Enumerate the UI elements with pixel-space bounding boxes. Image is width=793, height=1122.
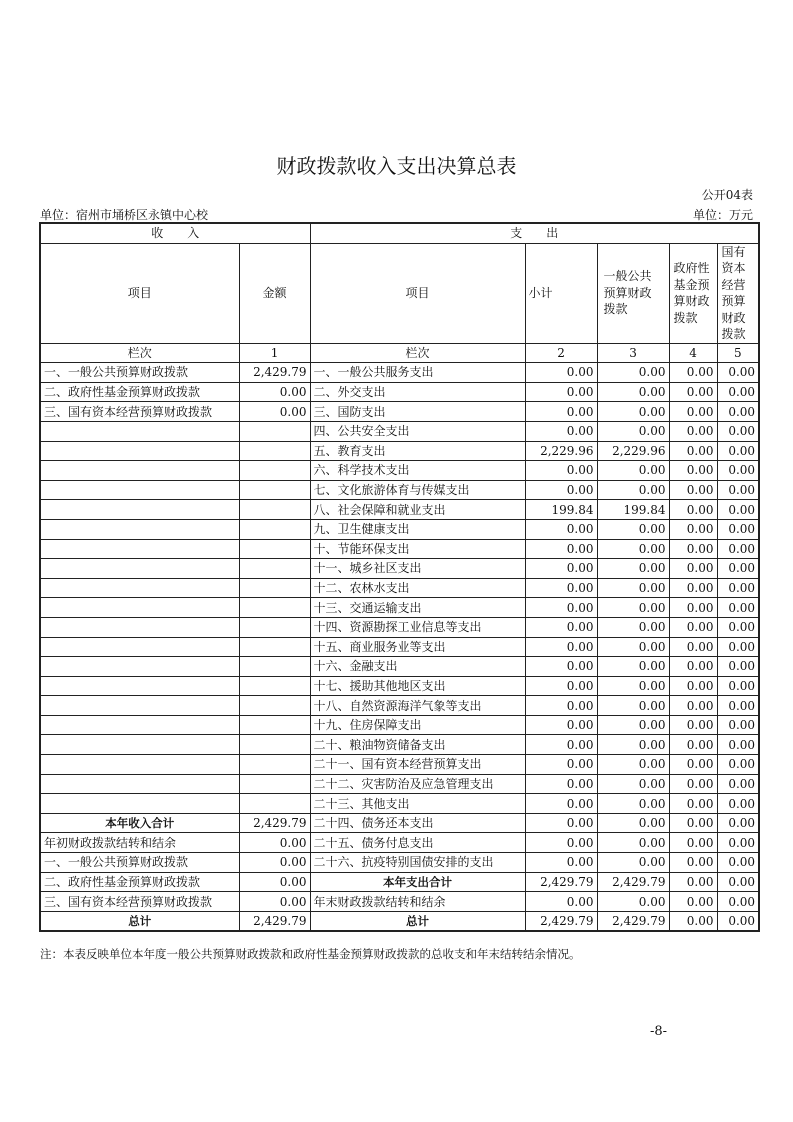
table-row [40, 441, 759, 461]
income-item-cell: 总计 [40, 911, 239, 931]
general-budget-cell: 0.00 [597, 735, 669, 755]
general-budget-cell: 0.00 [597, 637, 669, 657]
general-budget-cell: 0.00 [597, 676, 669, 696]
state-capital-cell: 0.00 [717, 911, 759, 931]
state-capital-cell: 0.00 [717, 892, 759, 912]
income-item-cell [40, 657, 239, 677]
gov-fund-cell: 0.00 [669, 774, 717, 794]
state-capital-cell: 0.00 [717, 617, 759, 637]
gov-fund-cell: 0.00 [669, 421, 717, 441]
expense-item-cell: 九、卫生健康支出 [310, 519, 525, 539]
expense-item-cell: 十四、资源勘探工业信息等支出 [310, 617, 525, 637]
general-budget-cell: 0.00 [597, 421, 669, 441]
state-capital-cell: 0.00 [717, 598, 759, 618]
state-capital-cell: 0.00 [717, 637, 759, 657]
table-row [40, 598, 759, 618]
state-capital-cell: 0.00 [717, 480, 759, 500]
expense-item-cell: 十一、城乡社区支出 [310, 559, 525, 579]
income-amount-cell [239, 598, 310, 618]
income-amount-cell: 0.00 [239, 382, 310, 402]
gov-fund-cell: 0.00 [669, 794, 717, 814]
gov-fund-cell: 0.00 [669, 598, 717, 618]
gov-fund-cell: 0.00 [669, 559, 717, 579]
expense-item-cell: 二十一、国有资本经营预算支出 [310, 755, 525, 775]
col-index-3: 3 [597, 343, 669, 363]
expense-item-cell: 十五、商业服务业等支出 [310, 637, 525, 657]
subtotal-cell: 0.00 [525, 755, 597, 775]
table-row [40, 637, 759, 657]
general-budget-cell: 0.00 [597, 755, 669, 775]
subtotal-cell: 0.00 [525, 617, 597, 637]
income-item-cell [40, 637, 239, 657]
expense-item-cell: 六、科学技术支出 [310, 461, 525, 481]
income-amount-cell [239, 441, 310, 461]
general-budget-cell: 2,429.79 [597, 911, 669, 931]
income-item-cell [40, 559, 239, 579]
state-capital-cell: 0.00 [717, 500, 759, 520]
expense-item-cell: 四、公共安全支出 [310, 421, 525, 441]
gov-fund-cell: 0.00 [669, 363, 717, 383]
subtotal-cell: 0.00 [525, 833, 597, 853]
income-item-cell [40, 480, 239, 500]
subtotal-cell: 0.00 [525, 421, 597, 441]
state-capital-cell: 0.00 [717, 461, 759, 481]
table-row [40, 872, 759, 892]
form-number: 公开04表 [701, 188, 753, 202]
expense-item-cell: 十七、援助其他地区支出 [310, 676, 525, 696]
subtotal-cell: 2,429.79 [525, 911, 597, 931]
table-note: 注：本表反映单位本年度一般公共预算财政拨款和政府性基金预算财政拨款的总收支和年末结转结余情况。 [40, 947, 581, 961]
state-capital-cell: 0.00 [717, 539, 759, 559]
general-budget-cell: 0.00 [597, 578, 669, 598]
expense-item-cell: 二十五、债务付息支出 [310, 833, 525, 853]
income-item-cell [40, 755, 239, 775]
subtotal-cell: 199.84 [525, 500, 597, 520]
gov-fund-cell: 0.00 [669, 872, 717, 892]
table-row [40, 755, 759, 775]
general-budget-cell: 199.84 [597, 500, 669, 520]
table-row [40, 578, 759, 598]
gov-fund-cell: 0.00 [669, 441, 717, 461]
income-item-cell: 本年收入合计 [40, 813, 239, 833]
income-item-cell [40, 578, 239, 598]
subtotal-header: 小计 [525, 243, 597, 343]
income-amount-cell [239, 578, 310, 598]
gov-fund-cell: 0.00 [669, 578, 717, 598]
income-amount-cell [239, 735, 310, 755]
state-capital-cell: 0.00 [717, 676, 759, 696]
row-index-label: 栏次 [40, 343, 239, 363]
gov-fund-cell: 0.00 [669, 539, 717, 559]
gov-fund-cell: 0.00 [669, 676, 717, 696]
income-amount-header: 金额 [239, 243, 310, 343]
income-amount-cell [239, 539, 310, 559]
income-amount-cell [239, 421, 310, 441]
general-budget-cell: 0.00 [597, 480, 669, 500]
state-capital-cell: 0.00 [717, 715, 759, 735]
subtotal-cell: 0.00 [525, 853, 597, 873]
page-title: 财政拨款收入支出决算总表 [276, 154, 517, 178]
income-group-header: 收 入 [40, 223, 310, 243]
gov-fund-cell: 0.00 [669, 657, 717, 677]
group-header-row [40, 223, 759, 243]
income-item-header: 项目 [40, 243, 239, 343]
gov-fund-cell: 0.00 [669, 735, 717, 755]
general-budget-cell: 2,229.96 [597, 441, 669, 461]
subtotal-cell: 0.00 [525, 657, 597, 677]
table-row [40, 911, 759, 931]
expense-item-cell: 十六、金融支出 [310, 657, 525, 677]
general-budget-cell: 0.00 [597, 853, 669, 873]
income-item-cell: 二、政府性基金预算财政拨款 [40, 382, 239, 402]
table-row [40, 559, 759, 579]
general-budget-cell: 0.00 [597, 363, 669, 383]
gov-fund-cell: 0.00 [669, 617, 717, 637]
state-capital-cell: 0.00 [717, 402, 759, 422]
income-amount-cell: 0.00 [239, 853, 310, 873]
expense-item-cell: 三、国防支出 [310, 402, 525, 422]
table-row [40, 382, 759, 402]
expense-item-cell: 一、一般公共服务支出 [310, 363, 525, 383]
income-amount-cell [239, 617, 310, 637]
income-amount-cell [239, 519, 310, 539]
row-index-label-2: 栏次 [310, 343, 525, 363]
expense-item-cell: 二十二、灾害防治及应急管理支出 [310, 774, 525, 794]
gov-fund-cell: 0.00 [669, 853, 717, 873]
subtotal-cell: 0.00 [525, 794, 597, 814]
expense-item-cell: 八、社会保障和就业支出 [310, 500, 525, 520]
table-row [40, 696, 759, 716]
gov-fund-cell: 0.00 [669, 500, 717, 520]
income-item-cell [40, 461, 239, 481]
expense-item-cell: 十九、住房保障支出 [310, 715, 525, 735]
income-item-cell: 三、国有资本经营预算财政拨款 [40, 402, 239, 422]
income-amount-cell [239, 755, 310, 775]
gov-fund-cell: 0.00 [669, 755, 717, 775]
expense-item-cell: 十三、交通运输支出 [310, 598, 525, 618]
income-item-cell [40, 676, 239, 696]
column-header-row [40, 243, 759, 343]
gov-fund-cell: 0.00 [669, 813, 717, 833]
state-capital-cell: 0.00 [717, 559, 759, 579]
subtotal-cell: 0.00 [525, 735, 597, 755]
subtotal-cell: 0.00 [525, 363, 597, 383]
income-item-cell [40, 774, 239, 794]
subtotal-cell: 0.00 [525, 813, 597, 833]
income-item-cell [40, 500, 239, 520]
income-item-cell [40, 598, 239, 618]
general-budget-cell: 0.00 [597, 696, 669, 716]
subtotal-cell: 0.00 [525, 696, 597, 716]
col-index-2: 2 [525, 343, 597, 363]
income-item-cell [40, 715, 239, 735]
income-item-cell [40, 617, 239, 637]
expense-item-cell: 二十六、抗疫特别国债安排的支出 [310, 853, 525, 873]
col-index-5: 5 [717, 343, 759, 363]
state-capital-cell: 0.00 [717, 382, 759, 402]
subtotal-cell: 0.00 [525, 519, 597, 539]
state-capital-cell: 0.00 [717, 441, 759, 461]
subtotal-cell: 0.00 [525, 539, 597, 559]
income-item-cell [40, 794, 239, 814]
expense-item-cell: 二十四、债务还本支出 [310, 813, 525, 833]
subtotal-cell: 0.00 [525, 774, 597, 794]
general-budget-cell: 0.00 [597, 382, 669, 402]
table-row [40, 519, 759, 539]
income-item-cell [40, 441, 239, 461]
general-budget-cell: 0.00 [597, 402, 669, 422]
state-capital-cell: 0.00 [717, 813, 759, 833]
income-amount-cell [239, 794, 310, 814]
gov-fund-cell: 0.00 [669, 911, 717, 931]
gov-fund-cell: 0.00 [669, 480, 717, 500]
table-row [40, 617, 759, 637]
income-amount-cell [239, 657, 310, 677]
table-row [40, 480, 759, 500]
general-budget-cell: 0.00 [597, 892, 669, 912]
state-capital-cell: 0.00 [717, 421, 759, 441]
state-capital-cell: 0.00 [717, 578, 759, 598]
expense-item-cell: 二、外交支出 [310, 382, 525, 402]
table-row [40, 892, 759, 912]
income-amount-cell: 2,429.79 [239, 813, 310, 833]
gov-fund-cell: 0.00 [669, 637, 717, 657]
gov-fund-cell: 0.00 [669, 402, 717, 422]
general-budget-cell: 0.00 [597, 539, 669, 559]
subtotal-cell: 0.00 [525, 480, 597, 500]
state-capital-header: 国有资本经营预算财政拨款 [717, 243, 759, 343]
state-capital-cell: 0.00 [717, 363, 759, 383]
state-capital-cell: 0.00 [717, 696, 759, 716]
income-amount-cell [239, 500, 310, 520]
subtotal-cell: 0.00 [525, 578, 597, 598]
state-capital-cell: 0.00 [717, 853, 759, 873]
general-budget-cell: 0.00 [597, 715, 669, 735]
gov-fund-cell: 0.00 [669, 382, 717, 402]
expense-item-cell: 本年支出合计 [310, 872, 525, 892]
gov-fund-cell: 0.00 [669, 696, 717, 716]
income-amount-cell [239, 676, 310, 696]
income-amount-cell [239, 559, 310, 579]
income-item-cell [40, 421, 239, 441]
table-row [40, 735, 759, 755]
gov-fund-cell: 0.00 [669, 461, 717, 481]
state-capital-cell: 0.00 [717, 774, 759, 794]
state-capital-cell: 0.00 [717, 657, 759, 677]
income-item-cell: 二、政府性基金预算财政拨款 [40, 872, 239, 892]
income-item-cell: 三、国有资本经营预算财政拨款 [40, 892, 239, 912]
income-item-cell [40, 539, 239, 559]
income-amount-cell: 0.00 [239, 402, 310, 422]
general-budget-cell: 0.00 [597, 617, 669, 637]
general-budget-cell: 2,429.79 [597, 872, 669, 892]
gov-fund-cell: 0.00 [669, 715, 717, 735]
general-budget-cell: 0.00 [597, 833, 669, 853]
subtotal-cell: 0.00 [525, 676, 597, 696]
income-item-cell [40, 519, 239, 539]
general-budget-cell: 0.00 [597, 598, 669, 618]
expense-item-cell: 二十、粮油物资储备支出 [310, 735, 525, 755]
expense-item-cell: 十八、自然资源海洋气象等支出 [310, 696, 525, 716]
income-item-cell [40, 735, 239, 755]
subtotal-cell: 0.00 [525, 892, 597, 912]
income-amount-cell: 2,429.79 [239, 363, 310, 383]
col-index-1: 1 [239, 343, 310, 363]
general-budget-header: 一般公共预算财政拨款 [597, 243, 669, 343]
subtotal-cell: 0.00 [525, 559, 597, 579]
expense-item-header: 项目 [310, 243, 525, 343]
income-amount-cell [239, 696, 310, 716]
state-capital-cell: 0.00 [717, 519, 759, 539]
general-budget-cell: 0.00 [597, 794, 669, 814]
state-capital-cell: 0.00 [717, 755, 759, 775]
organization-unit: 单位：宿州市埇桥区永镇中心校 [40, 208, 209, 222]
table-row [40, 774, 759, 794]
state-capital-cell: 0.00 [717, 794, 759, 814]
income-amount-cell [239, 480, 310, 500]
expense-group-header: 支 出 [310, 223, 759, 243]
gov-fund-header: 政府性基金预算财政拨款 [669, 243, 717, 343]
column-index-row [40, 343, 759, 363]
subtotal-cell: 0.00 [525, 402, 597, 422]
col-index-4: 4 [669, 343, 717, 363]
income-amount-cell [239, 715, 310, 735]
table-row [40, 794, 759, 814]
expense-item-cell: 年末财政拨款结转和结余 [310, 892, 525, 912]
income-amount-cell: 2,429.79 [239, 911, 310, 931]
table-row [40, 676, 759, 696]
state-capital-cell: 0.00 [717, 735, 759, 755]
expense-item-cell: 十、节能环保支出 [310, 539, 525, 559]
general-budget-cell: 0.00 [597, 559, 669, 579]
expense-item-cell: 七、文化旅游体育与传媒支出 [310, 480, 525, 500]
currency-unit: 单位：万元 [692, 208, 753, 222]
subtotal-cell: 0.00 [525, 382, 597, 402]
expense-item-cell: 总计 [310, 911, 525, 931]
expense-item-cell: 二十三、其他支出 [310, 794, 525, 814]
income-amount-cell: 0.00 [239, 833, 310, 853]
gov-fund-cell: 0.00 [669, 519, 717, 539]
state-capital-cell: 0.00 [717, 833, 759, 853]
subtotal-cell: 0.00 [525, 715, 597, 735]
subtotal-cell: 0.00 [525, 637, 597, 657]
subtotal-cell: 2,429.79 [525, 872, 597, 892]
income-item-cell: 一、一般公共预算财政拨款 [40, 363, 239, 383]
table-row [40, 853, 759, 873]
state-capital-cell: 0.00 [717, 872, 759, 892]
subtotal-cell: 2,229.96 [525, 441, 597, 461]
table-row [40, 833, 759, 853]
general-budget-cell: 0.00 [597, 657, 669, 677]
table-row [40, 657, 759, 677]
general-budget-cell: 0.00 [597, 461, 669, 481]
income-item-cell: 年初财政拨款结转和结余 [40, 833, 239, 853]
general-budget-cell: 0.00 [597, 519, 669, 539]
expense-item-cell: 十二、农林水支出 [310, 578, 525, 598]
subtotal-cell: 0.00 [525, 598, 597, 618]
table-row [40, 500, 759, 520]
income-item-cell: 一、一般公共预算财政拨款 [40, 853, 239, 873]
gov-fund-cell: 0.00 [669, 833, 717, 853]
subtotal-cell: 0.00 [525, 461, 597, 481]
gov-fund-cell: 0.00 [669, 892, 717, 912]
table-row [40, 539, 759, 559]
table-row [40, 363, 759, 383]
table-row [40, 402, 759, 422]
income-amount-cell [239, 774, 310, 794]
table-row [40, 715, 759, 735]
general-budget-cell: 0.00 [597, 813, 669, 833]
income-amount-cell: 0.00 [239, 872, 310, 892]
income-item-cell [40, 696, 239, 716]
table-row [40, 421, 759, 441]
page-number: -8- [650, 1024, 668, 1039]
expense-item-cell: 五、教育支出 [310, 441, 525, 461]
table-row [40, 461, 759, 481]
general-budget-cell: 0.00 [597, 774, 669, 794]
income-amount-cell [239, 461, 310, 481]
appropriation-summary-table [39, 222, 760, 932]
income-amount-cell [239, 637, 310, 657]
income-amount-cell: 0.00 [239, 892, 310, 912]
table-row [40, 813, 759, 833]
